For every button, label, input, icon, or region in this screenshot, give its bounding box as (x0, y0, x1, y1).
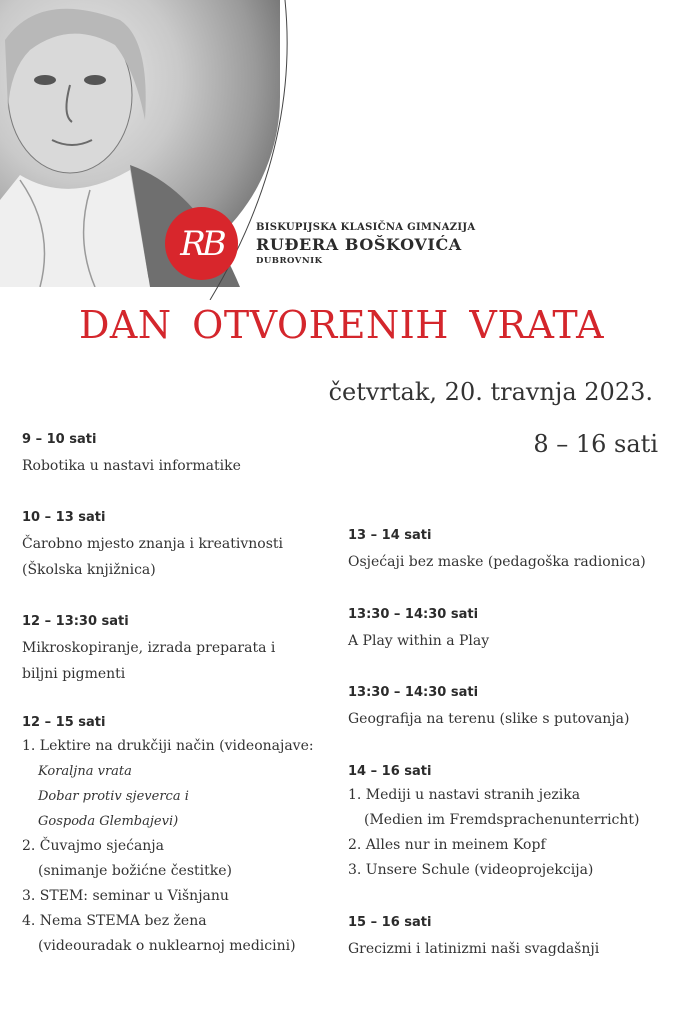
school-name (256, 222, 475, 266)
activity: Robotika u nastavi informatike (22, 458, 241, 474)
activity: Osjećaji bez maske (pedagoška radionica) (348, 554, 646, 570)
list-item: 1. Lektire na drukčiji način (videonajave: (22, 738, 314, 754)
schedule-item (22, 510, 283, 583)
list-item: 4. Nema STEMA bez žena (22, 913, 207, 929)
activity: Grecizmi i latinizmi naši svagdašnji (348, 941, 600, 957)
schedule-item (348, 528, 646, 575)
school-logo: RB (165, 207, 238, 280)
event-hours: 8 – 16 sati (533, 430, 658, 458)
schedule-item (22, 715, 314, 959)
schedule-item (348, 764, 640, 883)
time-slot: 13:30 – 14:30 sati (348, 607, 479, 622)
activity: Geografija na terenu (slike s putovanja) (348, 711, 630, 727)
time-slot: 13:30 – 14:30 sati (348, 685, 479, 700)
school-line1: BISKUPIJSKA KLASIČNA GIMNAZIJA (256, 222, 476, 233)
time-slot: 9 – 10 sati (22, 432, 97, 447)
page-title: DAN OTVORENIH VRATA (78, 303, 605, 347)
time-slot: 14 – 16 sati (348, 764, 432, 779)
schedule-item (22, 432, 241, 479)
list-item: 3. Unsere Schule (videoprojekcija) (348, 862, 594, 878)
list-item: (Medien im Fremdsprachenunterricht) (364, 812, 640, 828)
activity: Mikroskopiranje, izrada preparata i (22, 640, 276, 656)
list-item: 2. Alles nur in meinem Kopf (348, 837, 546, 853)
event-date: četvrtak, 20. travnja 2023. (328, 378, 653, 406)
time-slot: 12 – 15 sati (22, 715, 106, 730)
schedule-item (348, 607, 489, 654)
activity: biljni pigmenti (22, 666, 126, 682)
list-item: 2. Čuvajmo sjećanja (22, 838, 164, 854)
list-item: 3. STEM: seminar u Višnjanu (22, 888, 229, 904)
time-slot: 15 – 16 sati (348, 915, 432, 930)
time-slot: 13 – 14 sati (348, 528, 432, 543)
schedule-item (348, 915, 599, 962)
activity: Čarobno mjesto znanja i kreativnosti (22, 536, 284, 552)
school-line2: RUĐERA BOŠKOVIĆA (256, 235, 462, 254)
school-line3: DUBROVNIK (256, 256, 323, 266)
time-slot: 12 – 13:30 sati (22, 614, 129, 629)
schedule-item (22, 614, 275, 687)
list-item: (videouradak o nuklearnoj medicini) (38, 938, 296, 954)
activity: A Play within a Play (348, 633, 490, 649)
list-item: Gospoda Glembajevi) (38, 814, 179, 829)
time-slot: 10 – 13 sati (22, 510, 106, 525)
schedule-item (348, 685, 629, 732)
list-item: Koraljna vrata (38, 764, 132, 779)
activity: (Školska knjižnica) (22, 562, 156, 578)
list-item: Dobar protiv sjeverca i (38, 789, 189, 804)
list-item: 1. Mediji u nastavi stranih jezika (348, 787, 581, 803)
list-item: (snimanje božićne čestitke) (38, 863, 232, 879)
